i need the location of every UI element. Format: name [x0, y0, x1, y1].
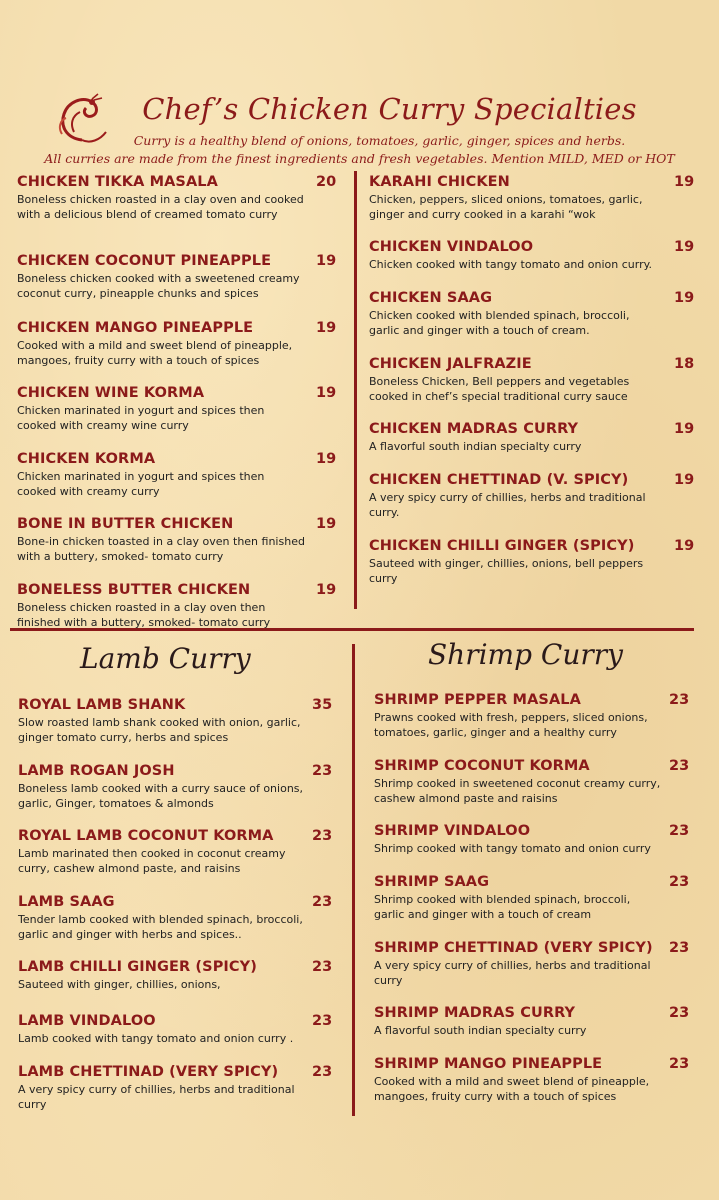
- menu-item: [374, 823, 664, 856]
- menu-item-price: 23: [312, 1064, 333, 1080]
- menu-item: [17, 174, 307, 222]
- menu-item: [369, 538, 659, 586]
- menu-item-name: LAMB CHETTINAD (VERY SPICY): [18, 1064, 279, 1080]
- menu-item-name: CHICKEN CHILLI GINGER (SPICY): [369, 538, 635, 554]
- menu-item-price: 35: [312, 697, 333, 713]
- menu-item: [374, 940, 664, 988]
- menu-item-price: 23: [669, 874, 690, 890]
- menu-item-description: Chicken, peppers, sliced onions, tomatoes, garlic, ginger and curry cooked in a karahi “wok: [369, 193, 643, 221]
- menu-item: [369, 290, 659, 338]
- menu-item-name: ROYAL LAMB SHANK: [18, 697, 186, 713]
- lamb-section-title: Lamb Curry: [80, 642, 251, 675]
- menu-item-description: Prawns cooked with fresh, peppers, sliced onions, tomatoes, garlic, ginger and a healthy curry: [374, 711, 648, 739]
- menu-item: [369, 472, 659, 520]
- menu-item-description: Boneless chicken roasted in a clay oven then finished with a buttery, smoked- tomato curry: [17, 601, 271, 629]
- menu-item-price: 19: [316, 582, 337, 598]
- menu-item: [369, 239, 659, 272]
- menu-item-description: Chicken cooked with blended spinach, broccoli, garlic and ginger with a touch of cream.: [369, 309, 630, 337]
- menu-item: [18, 1064, 308, 1112]
- menu-item-name: SHRIMP MADRAS CURRY: [374, 1005, 576, 1021]
- menu-item-description: Shrimp cooked with blended spinach, broccoli, garlic and ginger with a touch of cream: [374, 893, 631, 921]
- menu-item-name: SHRIMP CHETTINAD (VERY SPICY): [374, 940, 653, 956]
- menu-item-description: Boneless chicken roasted in a clay oven and cooked with a delicious blend of creamed tomato curry: [17, 193, 304, 221]
- menu-item-price: 23: [312, 763, 333, 779]
- menu-item-price: 19: [316, 516, 337, 532]
- menu-item-price: 23: [669, 1005, 690, 1021]
- menu-item: [17, 516, 307, 564]
- menu-item-price: 19: [316, 385, 337, 401]
- menu-item-description: A flavorful south indian specialty curry: [374, 1024, 587, 1037]
- menu-item-description: Boneless lamb cooked with a curry sauce of onions, garlic, Ginger, tomatoes & almonds: [18, 782, 304, 810]
- menu-item-price: 19: [674, 472, 695, 488]
- menu-item-name: ROYAL LAMB COCONUT KORMA: [18, 828, 274, 844]
- menu-item-price: 18: [674, 356, 695, 372]
- menu-item-price: 19: [674, 239, 695, 255]
- menu-item-name: LAMB VINDALOO: [18, 1013, 156, 1029]
- shrimp-section-title: Shrimp Curry: [428, 638, 623, 671]
- menu-item-name: BONELESS BUTTER CHICKEN: [17, 582, 251, 598]
- lower-column-divider: [352, 644, 355, 1116]
- menu-item-description: Boneless chicken cooked with a sweetened creamy coconut curry, pineapple chunks and spices: [17, 272, 300, 300]
- menu-item: [17, 253, 307, 301]
- menu-item-name: SHRIMP VINDALOO: [374, 823, 531, 839]
- menu-item-price: 23: [312, 894, 333, 910]
- page-title: Chef’s Chicken Curry Specialties: [142, 92, 637, 126]
- menu-item: [17, 582, 307, 630]
- menu-item-description: Bone-in chicken toasted in a clay oven then finished with a buttery, smoked- tomato curry: [17, 535, 305, 563]
- menu-item-name: BONE IN BUTTER CHICKEN: [17, 516, 234, 532]
- menu-item: [18, 894, 308, 942]
- menu-item-price: 23: [312, 959, 333, 975]
- menu-item-name: SHRIMP SAAG: [374, 874, 490, 890]
- menu-item-name: SHRIMP MANGO PINEAPPLE: [374, 1056, 603, 1072]
- menu-item: [374, 1056, 664, 1104]
- menu-item-price: 19: [316, 253, 337, 269]
- menu-item: [17, 320, 307, 368]
- menu-item: [18, 763, 308, 811]
- menu-item-description: Shrimp cooked with tangy tomato and onion curry: [374, 842, 651, 855]
- menu-item-name: CHICKEN MANGO PINEAPPLE: [17, 320, 254, 336]
- subtitle-line-1: Curry is a healthy blend of onions, tomatoes, garlic, ginger, spices and herbs.: [133, 133, 626, 148]
- menu-item-price: 23: [669, 758, 690, 774]
- menu-item-name: CHICKEN CHETTINAD (V. SPICY): [369, 472, 629, 488]
- subtitle-line-2: All curries are made from the finest ingredients and fresh vegetables. Mention MILD, MED or HOT: [44, 151, 675, 166]
- menu-item: [374, 874, 664, 922]
- menu-item-price: 23: [312, 828, 333, 844]
- menu-item-description: A very spicy curry of chillies, herbs and traditional curry.: [369, 491, 646, 519]
- menu-item-price: 23: [669, 1056, 690, 1072]
- menu-item-price: 19: [674, 290, 695, 306]
- menu-item: [18, 1013, 308, 1046]
- menu-item-name: KARAHI CHICKEN: [369, 174, 510, 190]
- menu-item-description: Cooked with a mild and sweet blend of pineapple, mangoes, fruity curry with a touch of spices: [17, 339, 293, 367]
- menu-item: [17, 385, 307, 433]
- menu-item-description: Lamb cooked with tangy tomato and onion curry .: [18, 1032, 294, 1045]
- menu-item: [18, 959, 308, 992]
- menu-item-name: LAMB SAAG: [18, 894, 115, 910]
- menu-item-name: CHICKEN VINDALOO: [369, 239, 534, 255]
- menu-item-price: 19: [316, 451, 337, 467]
- chicken-column-divider: [354, 171, 357, 609]
- menu-item-name: LAMB ROGAN JOSH: [18, 763, 175, 779]
- menu-item-name: CHICKEN MADRAS CURRY: [369, 421, 579, 437]
- menu-item-description: Boneless Chicken, Bell peppers and vegetables cooked in chef’s special traditional curry sauce: [369, 375, 630, 403]
- menu-item-price: 23: [312, 1013, 333, 1029]
- menu-item-name: LAMB CHILLI GINGER (SPICY): [18, 959, 257, 975]
- menu-item: [17, 451, 307, 499]
- menu-item-price: 20: [316, 174, 337, 190]
- menu-item-name: CHICKEN TIKKA MASALA: [17, 174, 218, 190]
- menu-item-name: SHRIMP COCONUT KORMA: [374, 758, 590, 774]
- menu-item-price: 19: [674, 538, 695, 554]
- menu-item-price: 23: [669, 823, 690, 839]
- menu-item-description: A very spicy curry of chillies, herbs and traditional curry: [374, 959, 651, 987]
- menu-item: [18, 828, 308, 876]
- menu-item-description: Chicken marinated in yogurt and spices then cooked with creamy wine curry: [17, 404, 265, 432]
- menu-item: [374, 1005, 664, 1038]
- menu-item: [369, 174, 659, 222]
- menu-item-description: Chicken cooked with tangy tomato and onion curry.: [369, 258, 653, 271]
- menu-item-description: Lamb marinated then cooked in coconut creamy curry, cashew almond paste, and raisins: [18, 847, 286, 875]
- menu-item-price: 23: [669, 692, 690, 708]
- menu-item-name: CHICKEN JALFRAZIE: [369, 356, 532, 372]
- menu-item: [369, 421, 659, 454]
- menu-item-description: Slow roasted lamb shank cooked with onion, garlic, ginger tomato curry, herbs and spices: [18, 716, 301, 744]
- menu-item-name: CHICKEN WINE KORMA: [17, 385, 205, 401]
- menu-item: [374, 692, 664, 740]
- menu-item-description: Sauteed with ginger, chillies, onions, bell peppers curry: [369, 557, 644, 585]
- menu-item-description: Chicken marinated in yogurt and spices then cooked with creamy curry: [17, 470, 265, 498]
- menu-item-price: 19: [316, 320, 337, 336]
- menu-item-price: 19: [674, 174, 695, 190]
- menu-item-name: SHRIMP PEPPER MASALA: [374, 692, 581, 708]
- menu-item-name: CHICKEN COCONUT PINEAPPLE: [17, 253, 272, 269]
- menu-item: [369, 356, 659, 404]
- menu-item-price: 23: [669, 940, 690, 956]
- menu-item: [18, 697, 308, 745]
- menu-item-description: A flavorful south indian specialty curry: [369, 440, 582, 453]
- menu-item-description: A very spicy curry of chillies, herbs and traditional curry: [18, 1083, 295, 1111]
- menu-item-description: Cooked with a mild and sweet blend of pineapple, mangoes, fruity curry with a touch of spices: [374, 1075, 650, 1103]
- menu-item-name: CHICKEN SAAG: [369, 290, 493, 306]
- menu-item-description: Sauteed with ginger, chillies, onions,: [18, 978, 221, 991]
- menu-item-description: Shrimp cooked in sweetened coconut creamy curry, cashew almond paste and raisins: [374, 777, 661, 805]
- menu-item-price: 19: [674, 421, 695, 437]
- menu-item-name: CHICKEN KORMA: [17, 451, 156, 467]
- menu-item-description: Tender lamb cooked with blended spinach, broccoli, garlic and ginger with herbs and spices..: [18, 913, 303, 941]
- menu-item: [374, 758, 664, 806]
